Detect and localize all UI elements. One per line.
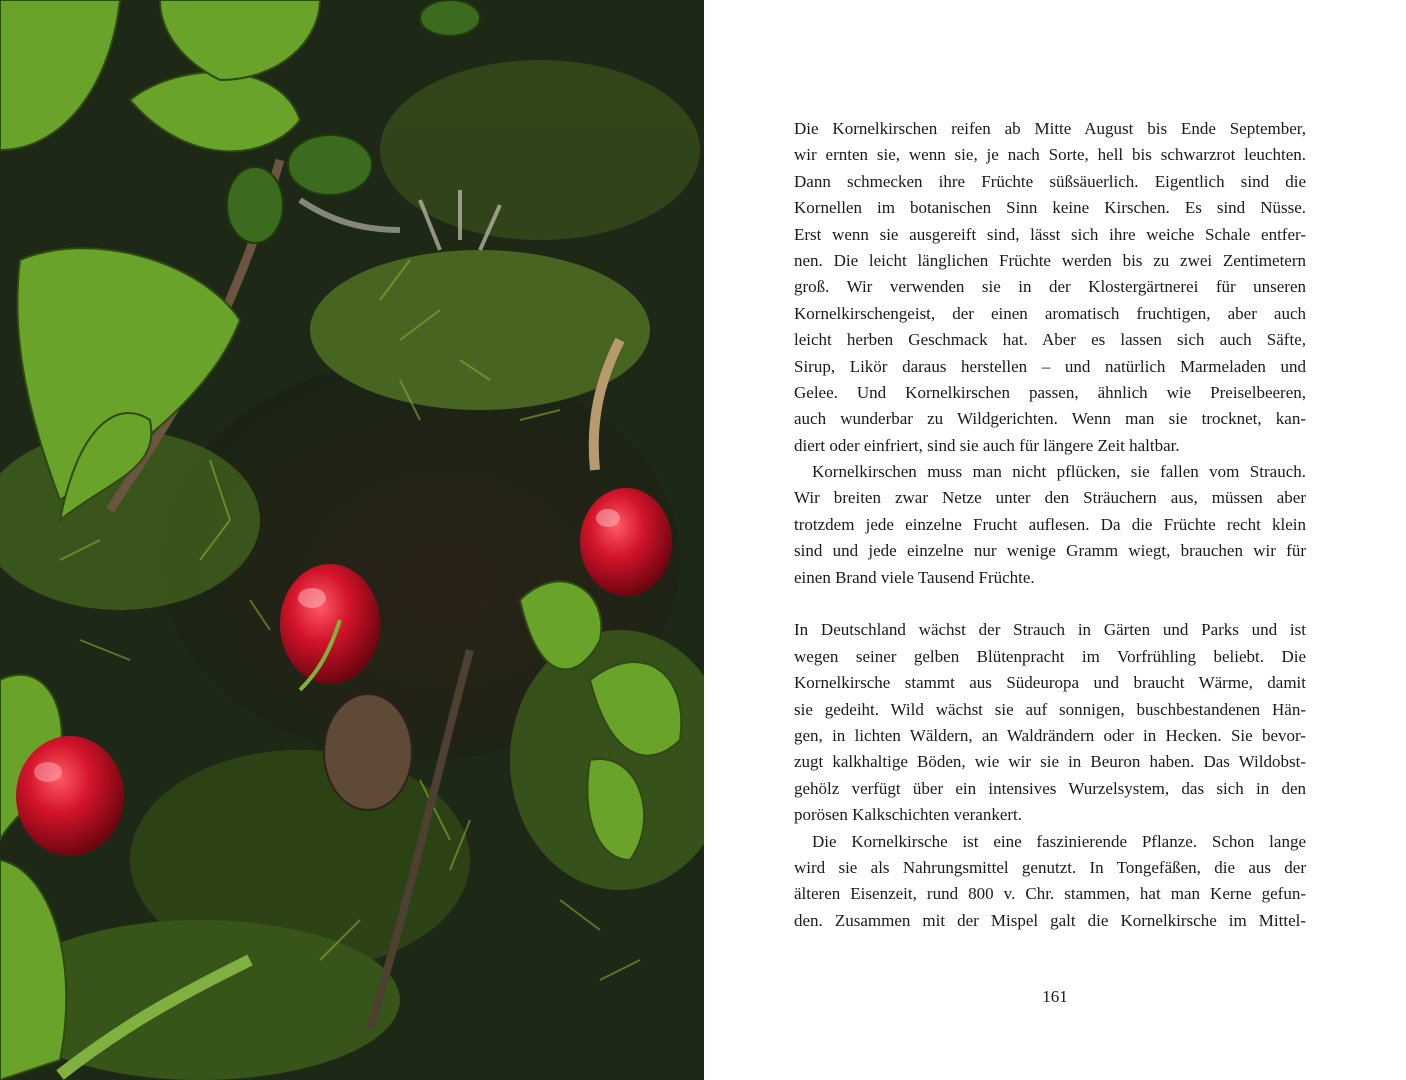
text-line: Die Kornelkirschen reifen ab Mitte August bis Ende September, [794,119,1306,138]
text-line: Dann schmecken ihre Früchte süßsäuerlich. Eigentlich sind die [794,171,1306,191]
cherry [580,488,672,596]
text-line: Kornelkirschen muss man nicht pflücken, sie fallen vom Strauch. [812,462,1306,482]
text-line: porösen Kalkschichten verankert. [794,805,1022,825]
text-line: Kornelkirsche stammt aus Südeuropa und braucht Wärme, damit [794,673,1306,693]
text-line: Erst wenn sie ausgereift sind, lässt sich ihre weiche Schale entfer- [794,224,1306,244]
text-line: sind und jede einzelne nur wenige Gramm wiegt, brauchen wir für [794,541,1306,561]
page-number: 161 [1042,987,1068,1006]
text-line: Wir breiten zwar Netze unter den Sträuchern aus, müssen aber [794,488,1306,508]
text-line: gen, in lichten Wäldern, an Waldrändern oder in Hecken. Sie bevor- [794,725,1306,745]
cherry [280,564,380,684]
text-line: einen Brand viele Tausend Früchte. [794,567,1035,587]
text-line: wir ernten sie, wenn sie, je nach Sorte, hell bis schwarzrot leuchten. [794,145,1306,165]
text-line: sie gedeiht. Wild wächst sie auf sonnigen, buschbestandenen Hän- [794,699,1306,719]
text-line: In Deutschland wächst der Strauch in Gärten und Parks und ist [794,620,1306,640]
cherry [16,736,124,856]
body-text [794,116,1306,934]
text-line: älteren Eisenzeit, rund 800 v. Chr. stammen, hat man Kerne gefun- [794,884,1306,904]
text-line: nen. Die leicht länglichen Früchte werden bis zu zwei Zentimetern [794,250,1306,270]
paragraph-gap [794,591,1306,617]
text-line: trotzdem jede einzelne Frucht auflesen. Da die Früchte recht klein [794,514,1306,534]
text-line: wird sie als Nahrungsmittel genutzt. In Tongefäßen, die aus der [794,857,1306,877]
text-line: wegen seiner gelben Blütenpracht im Vorfrühling beliebt. Die [794,646,1306,666]
text-line: zugt kalkhaltige Böden, wie wir sie in Beuron haben. Das Wildobst- [794,752,1306,772]
text-line: Die Kornelkirsche ist eine faszinierende Pflanze. Schon lange [812,831,1306,851]
text-line: auch wunderbar zu Wildgerichten. Wenn man sie trocknet, kan- [794,409,1306,429]
text-line: Sirup, Likör daraus herstellen – und natürlich Marmeladen und [794,356,1306,376]
text-line: Gelee. Und Kornelkirschen passen, ähnlich wie Preiselbeeren, [794,382,1306,402]
text-line: groß. Wir verwenden sie in der Klostergärtnerei für unseren [794,277,1306,297]
text-line: leicht herben Geschmack hat. Aber es lassen sich auch Säfte, [794,330,1306,350]
text-line: gehölz verfügt über ein intensives Wurzelsystem, das sich in den [794,778,1306,798]
text-line: den. Zusammen mit der Mispel galt die Kornelkirsche im Mittel- [794,910,1306,930]
text-line: Kornelkirschengeist, der einen aromatisch fruchtigen, aber auch [794,303,1306,323]
text-line: diert oder einfriert, sind sie auch für längere Zeit haltbar. [794,435,1180,455]
text-line: Kornellen im botanischen Sinn keine Kirschen. Es sind Nüsse. [794,198,1306,218]
text-page [704,0,1406,1080]
